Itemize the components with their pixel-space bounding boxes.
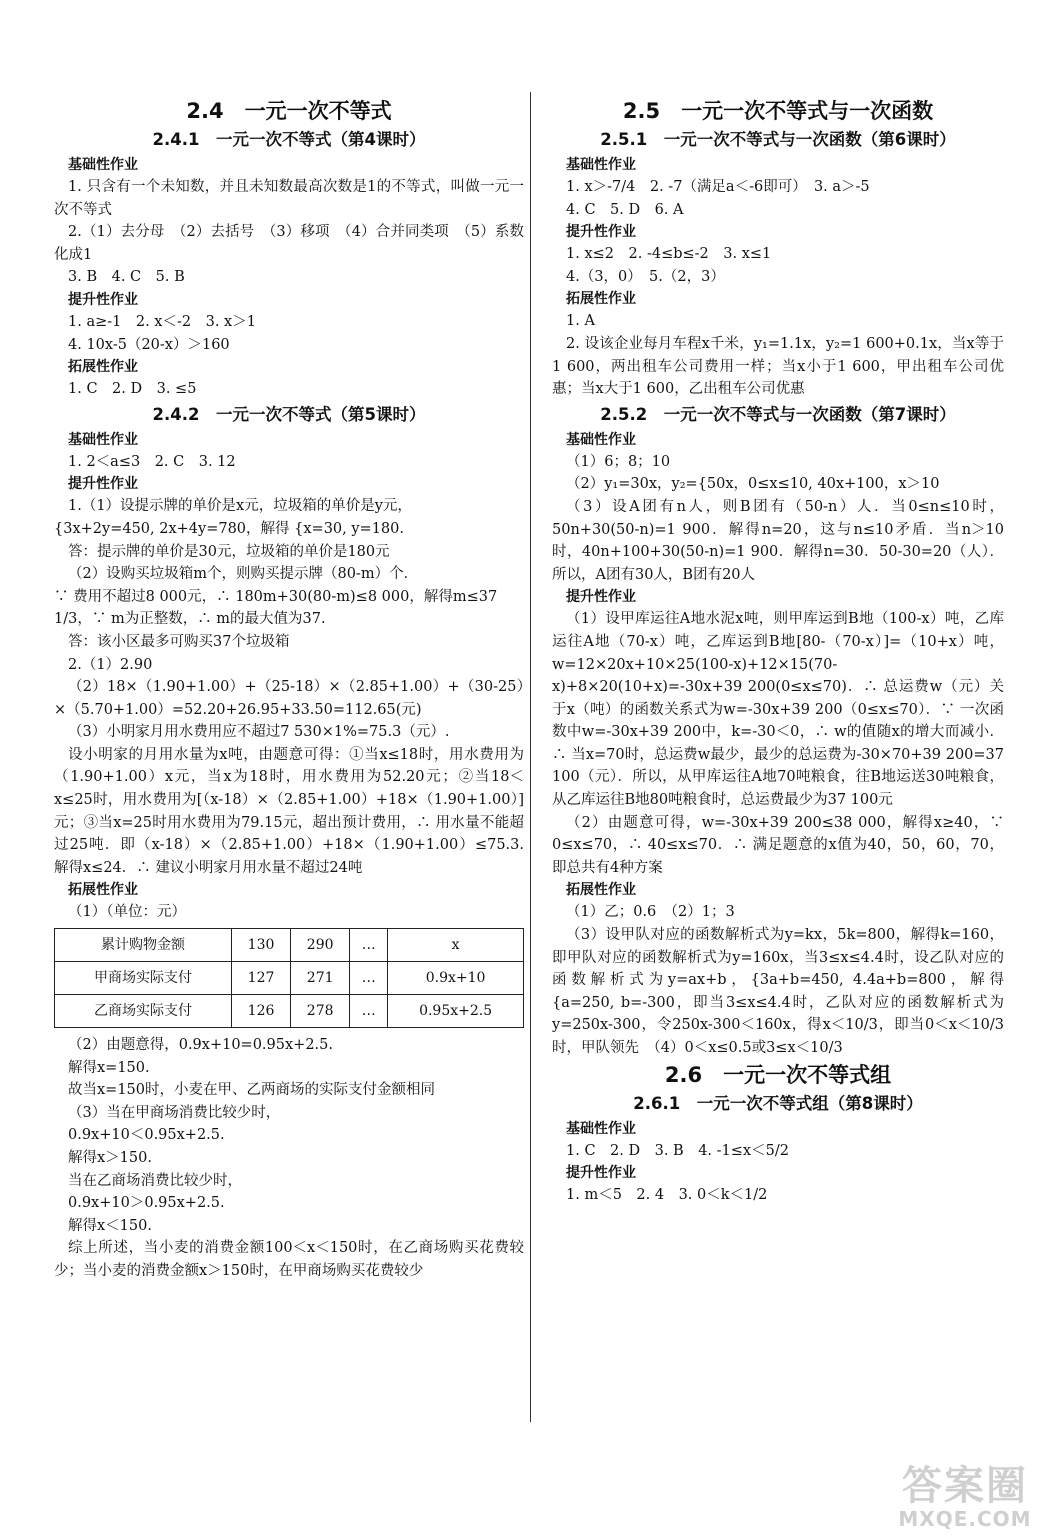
- answer-line: 0.9x+10＞0.95x+2.5.: [68, 1195, 225, 1212]
- advanced-homework-label: 提升性作业: [68, 476, 138, 493]
- basic-homework-label: 基础性作业: [566, 1120, 636, 1137]
- answer-line: 4. C 5. D 6. A: [566, 201, 684, 218]
- answer-line: （1）6；8；10: [566, 453, 671, 470]
- answer-line: 3. B 4. C 5. B: [68, 269, 185, 286]
- advanced-homework-label: 提升性作业: [68, 291, 138, 308]
- answer-line: 1. 2＜a≤3 2. C 3. 12: [68, 453, 236, 470]
- extension-homework-label: 拓展性作业: [566, 291, 636, 308]
- extension-homework-label: 拓展性作业: [68, 882, 138, 899]
- answer-line: 1. A: [566, 313, 595, 330]
- answer-line: 1. a≥-1 2. x＜-2 3. x＞1: [68, 313, 256, 330]
- shopping-table: [54, 928, 524, 1028]
- table-cell: 278: [291, 995, 350, 1028]
- answer-line: （2）由题意可得，w=-30x+39 200≤38 000，解得x≥40，∵ 0≤x≤70，∴ 40≤x≤70．∴ 满足题意的x值为40，50，60，70，即总共有4种方案: [552, 814, 1004, 876]
- table-row: [55, 995, 524, 1028]
- extension-homework-label: 拓展性作业: [68, 359, 138, 376]
- answer-line: （3）小明家月用水费用应不超过7 530×1%=75.3（元）.: [68, 724, 450, 741]
- answer-line: 综上所述，当小麦的消费金额100＜x＜150时，在乙商场购买花费较少；当小麦的消费金额x＞150时，在甲商场购买花费较少: [54, 1240, 524, 1279]
- subsection-title-2-5-2: 2.5.2 一元一次不等式与一次函数（第7课时）: [600, 404, 956, 424]
- answer-line: （2）设购买垃圾箱m个，则购买提示牌（80-m）个．: [68, 566, 419, 583]
- advanced-homework-label: 提升性作业: [566, 1165, 636, 1182]
- table-cell: 乙商场实际支付: [55, 995, 232, 1028]
- basic-homework-label: 基础性作业: [566, 157, 636, 173]
- answer-line: 2.（1）去分母 （2）去括号 （3）移项 （4）合并同类项 （5）系数化成1: [54, 224, 524, 263]
- advanced-homework-label: 提升性作业: [566, 589, 636, 606]
- table-row: [55, 929, 524, 962]
- table-cell: 271: [291, 962, 350, 995]
- answer-line: 0.9x+10＜0.95x+2.5.: [68, 1127, 225, 1144]
- answer-line: 答：提示牌的单价是30元，垃圾箱的单价是180元: [68, 543, 390, 560]
- answer-line: {3x+2y=450, 2x+4y=780，解得 {x=30, y=180.: [54, 520, 404, 537]
- extension-homework-label: 拓展性作业: [566, 882, 636, 899]
- answer-line: 2. 设该企业每月车程x千米，y₁=1.1x，y₂=1 600+0.1x，当x等于1 600，两出租车公司费用一样；当x小于1 600，甲出租车公司优惠；当x大于1 600，乙出租车公司优惠: [552, 335, 1004, 398]
- answer-line: 答：该小区最多可购买37个垃圾箱: [68, 633, 290, 650]
- answer-line: 1. x＞-7/4 2. -7（满足a＜-6即可） 3. a＞-5: [566, 179, 870, 195]
- left-column: [54, 96, 524, 1283]
- answer-line: 解得x＞150.: [68, 1150, 152, 1166]
- table-cell: 127: [231, 962, 290, 995]
- basic-homework-label: 基础性作业: [68, 431, 138, 448]
- answer-line: （2）y₁=30x，y₂={50x，0≤x≤10, 40x+100，x＞10: [566, 476, 940, 493]
- answer-line: 1. C 2. D 3. B 4. -1≤x＜5/2: [566, 1142, 789, 1159]
- table-row: [55, 962, 524, 995]
- answer-line: （1）乙；0.6 （2）1；3: [566, 904, 735, 921]
- answer-line: 1. C 2. D 3. ≤5: [68, 381, 197, 398]
- answer-line: 解得x＜150.: [68, 1217, 152, 1234]
- table-cell: 0.9x+10: [388, 962, 524, 995]
- answer-line: ∵ 费用不超过8 000元，∴ 180m+30(80-m)≤8 000，解得m≤37 1/3，∵ m为正整数，∴ m的最大值为37.: [54, 588, 498, 628]
- answer-line: 故当x=150时，小麦在甲、乙两商场的实际支付金额相同: [68, 1082, 436, 1099]
- answer-line: （3）设甲队对应的函数解析式为y=kx，5k=800，解得k=160，即甲队对应的函数解析式为y=160x，当3≤x≤4.4时，设乙队对应的函数解析式为y=ax+b，{3a+b=450, 4.4a+b=800，解得{a=250, b=-300，即当3≤x≤4.4时，乙队对应的函数解析式为y=250x-300，令250x-300＜160x，得x＜10/3，即当0＜x＜10/3时，甲队领先 （4）0＜x≤0.5或3≤x＜10/3: [552, 927, 1004, 1056]
- answer-line: 2.（1）2.90: [68, 656, 153, 673]
- answer-line: 1. m＜5 2. 4 3. 0＜k＜1/2: [566, 1187, 768, 1204]
- subsection-title-2-4-1: 2.4.1 一元一次不等式（第4课时）: [152, 130, 426, 149]
- answer-line: 当在乙商场消费比较少时，: [68, 1172, 242, 1189]
- answer-line: （3）设A团有n人，则B团有（50-n）人．当0≤n≤10时，50n+30(50-n)=1 900．解得n=20，这与n≤10矛盾．当n＞10时，40n+100+30(50-n)=1 900．解得n=30．50-30=20（人）．所以，A团有30人，B团有20人: [552, 498, 1004, 583]
- table-cell: 126: [231, 995, 290, 1028]
- answer-line: 4.（3，0） 5.（2，3）: [566, 268, 725, 285]
- table-cell: 累计购物金额: [55, 929, 232, 962]
- advanced-homework-label: 提升性作业: [566, 224, 636, 241]
- answer-line: 设小明家的月用水量为x吨，由题意可得：①当x≤18时，用水费用为（1.90+1.00）x元，当x为18时，用水费用为52.20元；②当18＜x≤25时，用水费用为[（x-18）×（2.85+1.00）+18×（1.90+1.00）]元；③当x=25时用水费用为79.15元，超出预计费用，∴ 用水量不能超过25吨．即（x-18）×（2.85+1.00）+18×（1.90+1.00）≤75.3. 解得x≤24．∴ 建议小明家月用水量不超过24吨: [54, 746, 524, 876]
- answer-line: （2）由题意得，0.9x+10=0.95x+2.5.: [68, 1037, 333, 1054]
- section-title-2-4: 2.4 一元一次不等式: [186, 99, 392, 123]
- table-cell: 130: [231, 929, 290, 962]
- answer-line: （2）18×（1.90+1.00）+（25-18）×（2.85+1.00）+（30-25）×（5.70+1.00）=52.20+26.95+33.50=112.65(元): [54, 679, 524, 718]
- subsection-title-2-5-1: 2.5.1 一元一次不等式与一次函数（第6课时）: [600, 130, 956, 149]
- watermark-url: MXQE.COM: [898, 1507, 1032, 1531]
- section-title-2-6: 2.6 一元一次不等式组: [664, 1062, 892, 1087]
- column-divider: [530, 92, 531, 1422]
- answer-line: （3）当在甲商场消费比较少时，: [68, 1104, 281, 1121]
- subsection-title-2-4-2: 2.4.2 一元一次不等式（第5课时）: [152, 404, 426, 424]
- table-cell: 290: [291, 929, 350, 962]
- watermark-logo: [890, 1464, 1040, 1530]
- answer-line: 解得x=150.: [68, 1059, 150, 1076]
- basic-homework-label: 基础性作业: [566, 431, 636, 448]
- answer-line: 1.（1）设提示牌的单价是x元，垃圾箱的单价是y元，: [68, 498, 412, 515]
- table-cell: …: [350, 929, 388, 962]
- table-cell: 0.95x+2.5: [388, 995, 524, 1028]
- table-cell: x: [388, 929, 524, 962]
- answer-line: 4. 10x-5（20-x）＞160: [68, 336, 230, 353]
- watermark-logo-text: 答案圈: [902, 1463, 1028, 1509]
- table-cell: …: [350, 995, 388, 1028]
- right-column: [552, 96, 1004, 1207]
- table-cell: …: [350, 962, 388, 995]
- table-cell: 甲商场实际支付: [55, 962, 232, 995]
- basic-homework-label: 基础性作业: [68, 157, 138, 173]
- answer-line: 1. 只含有一个未知数，并且未知数最高次数是1的不等式，叫做一元一次不等式: [54, 179, 524, 218]
- answer-line: （1）设甲库运往A地水泥x吨，则甲库运到B地（100-x）吨，乙库运往A地（70-x）吨，乙库运到B地[80-（70-x）]=（10+x）吨，w=12×20x+10×25(100-x)+12×15(70-x)+8×20(10+x)=-30x+39 200(0≤x≤70)．∴ 总运费w（元）关于x（吨）的函数关系式为w=-30x+39 200（0≤x≤70）．∵ 一次函数中w=-30x+39 200中，k=-30＜0，∴ w的值随x的增大而减小．∴ 当x=70时，总运费w最少，最少的总运费为-30×70+39 200=37 100（元）．所以，从甲库运往A地70吨粮食，往B地运送30吨粮食，从乙库运往B地80吨粮食时，总运费最少为37 100元: [552, 611, 1004, 809]
- section-title-2-5: 2.5 一元一次不等式与一次函数: [622, 99, 934, 123]
- answer-line: 1. x≤2 2. -4≤b≤-2 3. x≤1: [566, 246, 772, 263]
- subsection-title-2-6-1: 2.6.1 一元一次不等式组（第8课时）: [633, 1093, 923, 1113]
- answer-line: （1）（单位：元）: [68, 904, 186, 921]
